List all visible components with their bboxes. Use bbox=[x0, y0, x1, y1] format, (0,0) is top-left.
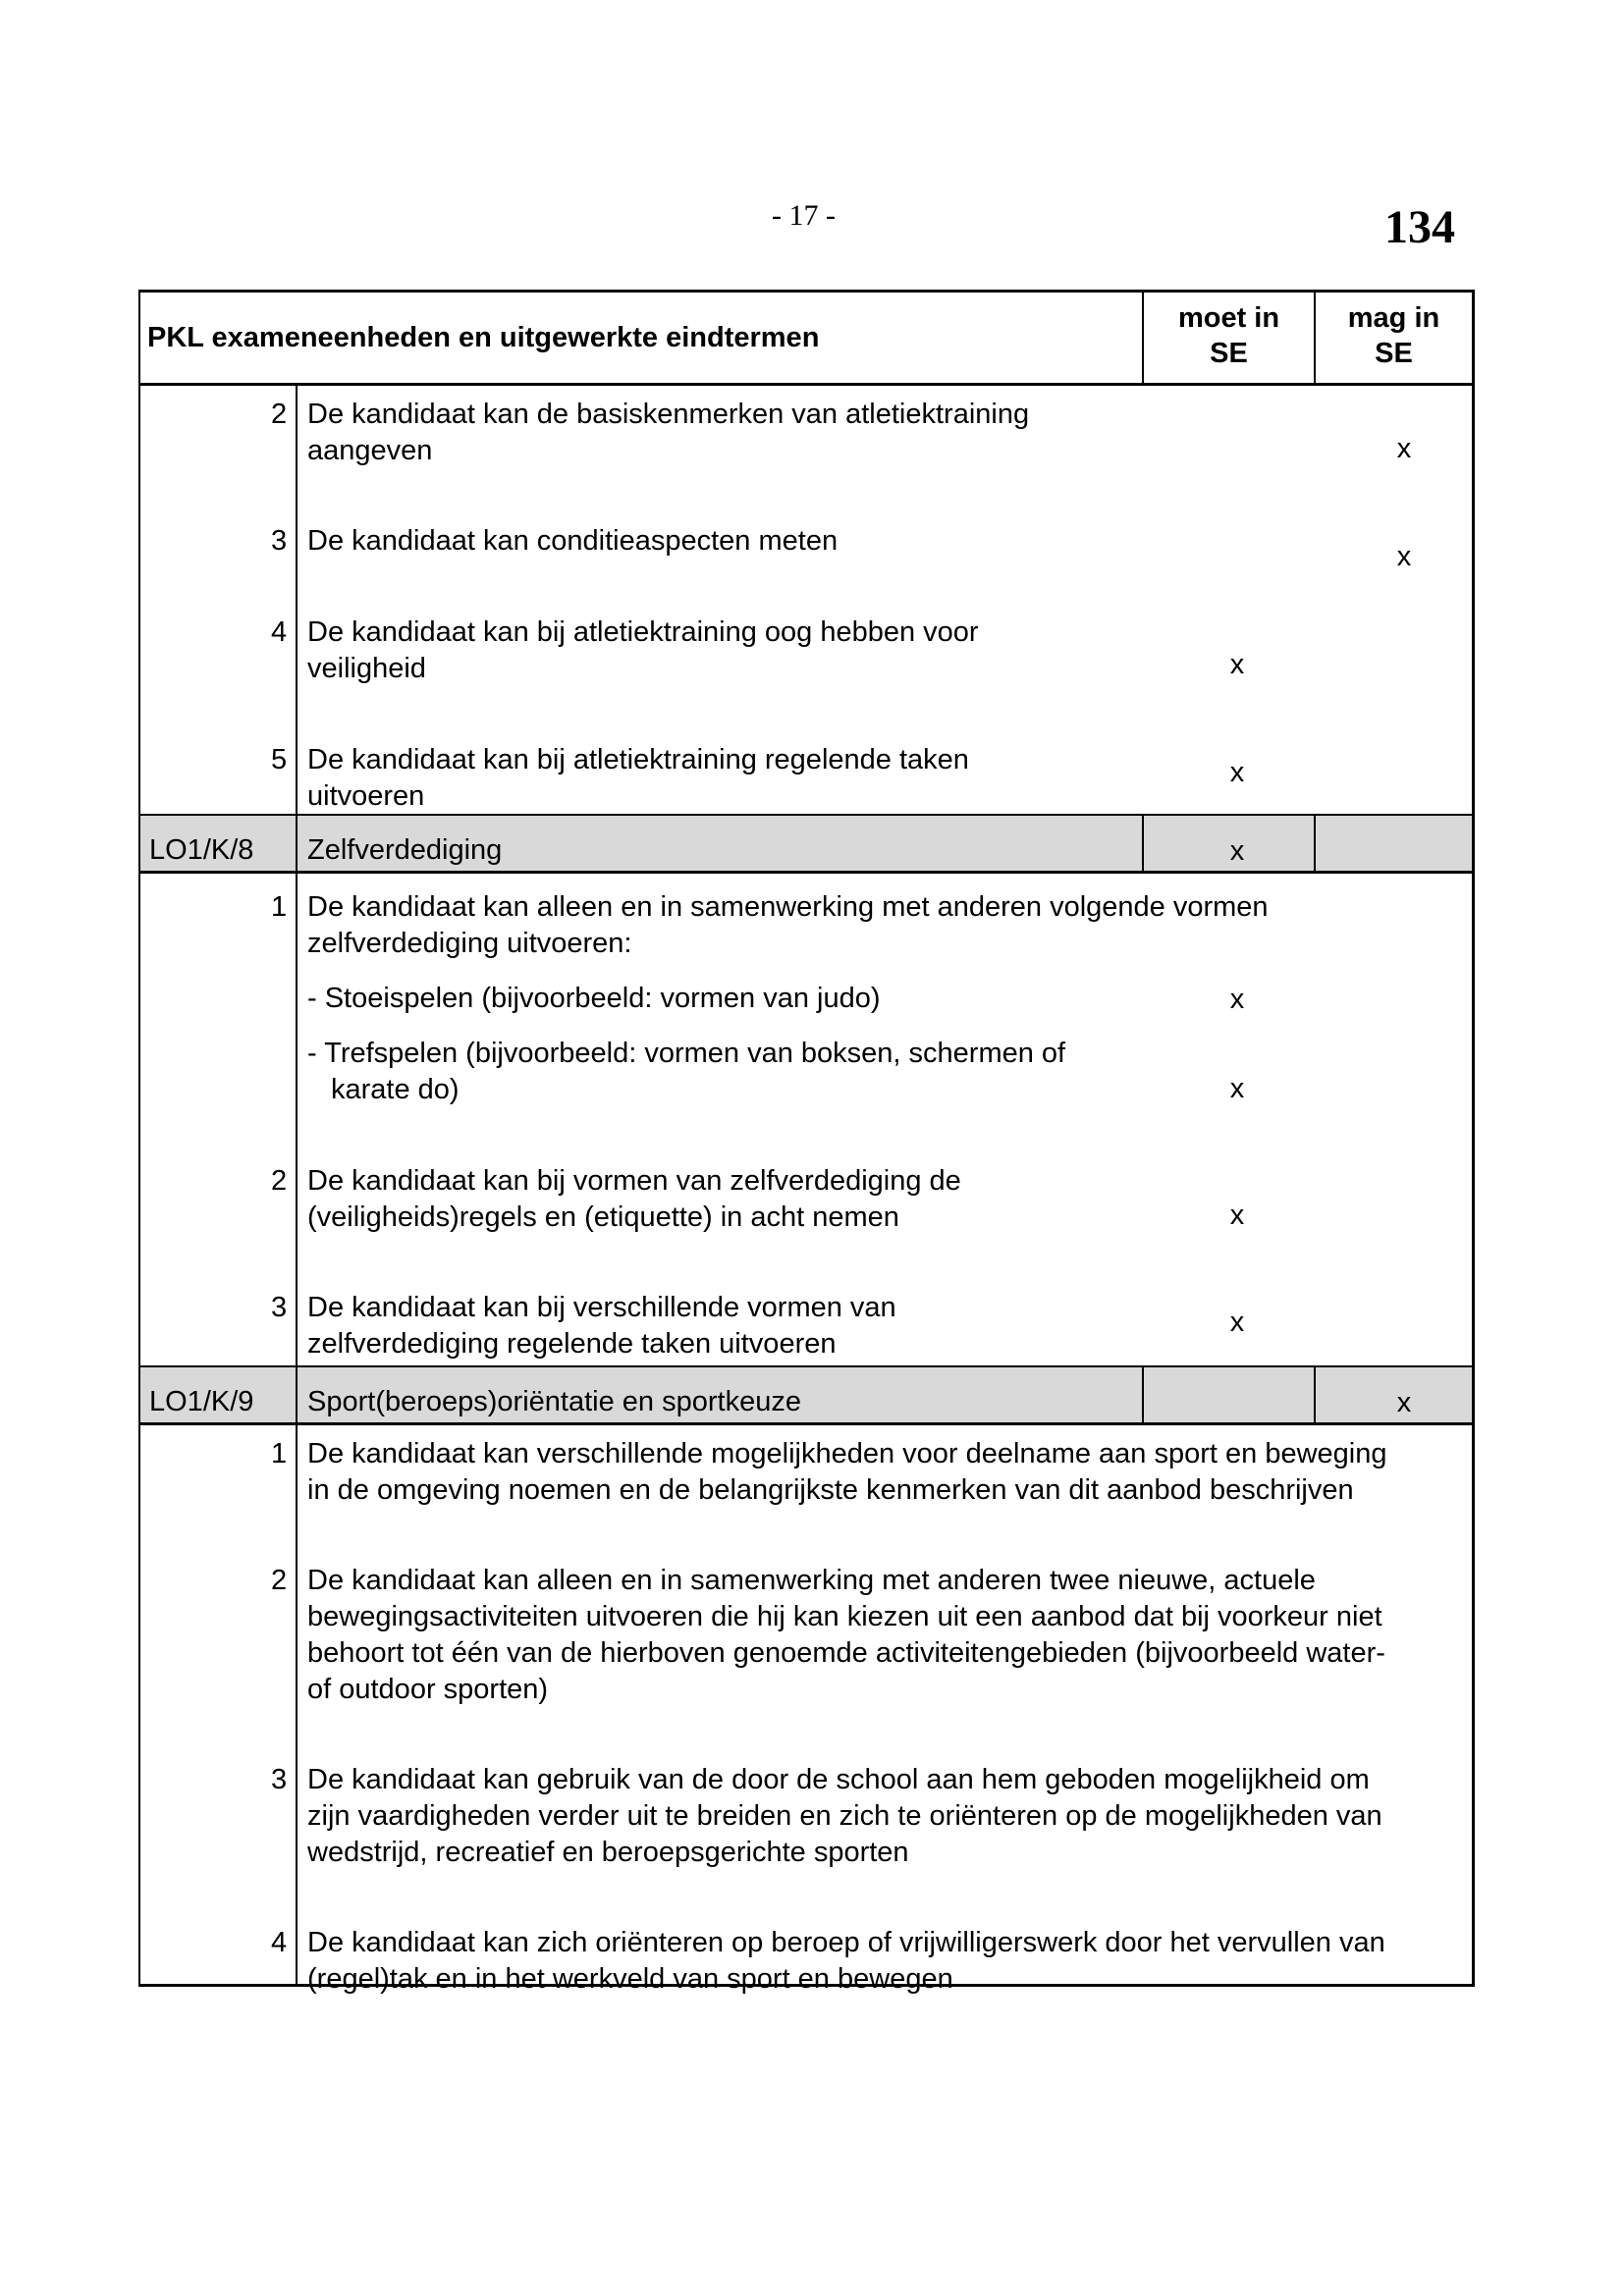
item-number: 2 bbox=[271, 1165, 288, 1197]
item-text-line: De kandidaat kan verschillende mogelijkheden voor deelname aan sport en beweging bbox=[307, 1438, 1387, 1469]
subitem-text-line: karate do) bbox=[331, 1074, 460, 1105]
item-text-line: (regel)tak en in het werkveld van sport en bewegen bbox=[307, 1963, 953, 1995]
item-number: 3 bbox=[271, 1292, 288, 1323]
subitem-text-line: - Stoeispelen (bijvoorbeeld: vormen van judo) bbox=[307, 983, 881, 1014]
mag-mark: x bbox=[1396, 1387, 1412, 1418]
item-number: 3 bbox=[271, 1764, 288, 1795]
moet-mark: x bbox=[1229, 757, 1245, 788]
column-header-mag-line2: SE bbox=[1375, 338, 1413, 369]
item-text-line: De kandidaat kan bij verschillende vormen van bbox=[307, 1292, 896, 1323]
table-border-left bbox=[138, 290, 140, 1987]
moet-mark: x bbox=[1229, 1073, 1245, 1104]
column-header-moet bbox=[1144, 300, 1314, 371]
section-k9-col-mag bbox=[1314, 1365, 1316, 1424]
column-header-moet-line1: moet in bbox=[1177, 302, 1280, 334]
item-text-line: uitvoeren bbox=[307, 780, 425, 812]
page-label: - 17 - bbox=[772, 199, 836, 232]
section-title: Sport(beroeps)oriëntatie en sportkeuze bbox=[307, 1386, 801, 1417]
column-header-mag bbox=[1316, 300, 1472, 371]
item-number: 2 bbox=[271, 1565, 288, 1596]
item-text-line: zijn vaardigheden verder uit te breiden en zich te oriënteren op de mogelijkheden van bbox=[307, 1800, 1382, 1832]
page-number: 134 bbox=[1384, 201, 1455, 253]
moet-mark: x bbox=[1229, 984, 1245, 1015]
item-text-line: (veiligheids)regels en (etiquette) in acht nemen bbox=[307, 1201, 899, 1233]
mag-mark: x bbox=[1396, 541, 1412, 572]
section-k8-bottom bbox=[138, 871, 1475, 874]
item-number: 5 bbox=[271, 744, 288, 775]
item-text-line: wedstrijd, recreatief en beroepsgerichte sporten bbox=[307, 1837, 909, 1868]
item-text-line: De kandidaat kan zich oriënteren op beroep of vrijwilligerswerk door het vervullen van bbox=[307, 1927, 1385, 1958]
item-text-line: zelfverdediging uitvoeren: bbox=[307, 928, 632, 959]
item-text-line: De kandidaat kan bij atletiektraining oog hebben voor bbox=[307, 616, 979, 648]
section-k8-col-moet bbox=[1142, 814, 1144, 873]
item-text-line: De kandidaat kan conditieaspecten meten bbox=[307, 525, 839, 557]
moet-mark: x bbox=[1229, 649, 1245, 680]
column-header-mag-line1: mag in bbox=[1347, 302, 1440, 334]
section-code: LO1/K/8 bbox=[149, 834, 254, 866]
item-text-line: bewegingsactiviteiten uitvoeren die hij kan kiezen uit een aanbod dat bij voorkeur niet bbox=[307, 1601, 1382, 1632]
item-text-line: of outdoor sporten) bbox=[307, 1674, 549, 1705]
item-number: 3 bbox=[271, 525, 288, 557]
moet-mark: x bbox=[1229, 1307, 1245, 1338]
mag-mark: x bbox=[1396, 433, 1412, 464]
item-text-line: in de omgeving noemen en de belangrijkste kenmerken van dit aanbod beschrijven bbox=[307, 1474, 1354, 1506]
section-code: LO1/K/9 bbox=[149, 1386, 254, 1417]
section-k9-top bbox=[138, 1365, 1475, 1367]
item-number: 4 bbox=[271, 616, 288, 648]
item-number: 4 bbox=[271, 1927, 288, 1958]
item-text-line: aangeven bbox=[307, 435, 433, 466]
num-col-divider bbox=[296, 383, 298, 1987]
moet-mark: x bbox=[1229, 835, 1245, 867]
item-text-line: De kandidaat kan de basiskenmerken van atletiektraining bbox=[307, 399, 1030, 430]
item-text-line: zelfverdediging regelende taken uitvoeren bbox=[307, 1328, 837, 1360]
section-k9-col-moet bbox=[1142, 1365, 1144, 1424]
subitem-text-line: - Trefspelen (bijvoorbeeld: vormen van boksen, schermen of bbox=[307, 1038, 1066, 1069]
item-number: 2 bbox=[271, 399, 288, 430]
table-border-right bbox=[1472, 290, 1475, 1987]
item-text-line: De kandidaat kan alleen en in samenwerking met anderen twee nieuwe, actuele bbox=[307, 1565, 1316, 1596]
section-k8-top bbox=[138, 814, 1475, 816]
item-text-line: De kandidaat kan bij vormen van zelfverdediging de bbox=[307, 1165, 961, 1197]
item-number: 1 bbox=[271, 891, 288, 923]
column-header-title: PKL exameneenheden en uitgewerkte eindtermen bbox=[147, 322, 820, 353]
item-number: 1 bbox=[271, 1438, 288, 1469]
section-title: Zelfverdediging bbox=[307, 834, 503, 866]
item-text-line: De kandidaat kan alleen en in samenwerking met anderen volgende vormen bbox=[307, 891, 1269, 923]
item-text-line: De kandidaat kan gebruik van de door de school aan hem geboden mogelijkheid om bbox=[307, 1764, 1370, 1795]
section-k8-col-mag bbox=[1314, 814, 1316, 873]
column-header-moet-line2: SE bbox=[1210, 338, 1248, 369]
item-text-line: De kandidaat kan bij atletiektraining regelende taken bbox=[307, 744, 969, 775]
section-k9-bottom bbox=[138, 1422, 1475, 1425]
moet-mark: x bbox=[1229, 1200, 1245, 1231]
item-text-line: behoort tot één van de hierboven genoemde activiteitengebieden (bijvoorbeeld water- bbox=[307, 1637, 1385, 1669]
table-border-top bbox=[138, 290, 1475, 293]
item-text-line: veiligheid bbox=[307, 653, 426, 684]
header-divider bbox=[138, 383, 1475, 386]
